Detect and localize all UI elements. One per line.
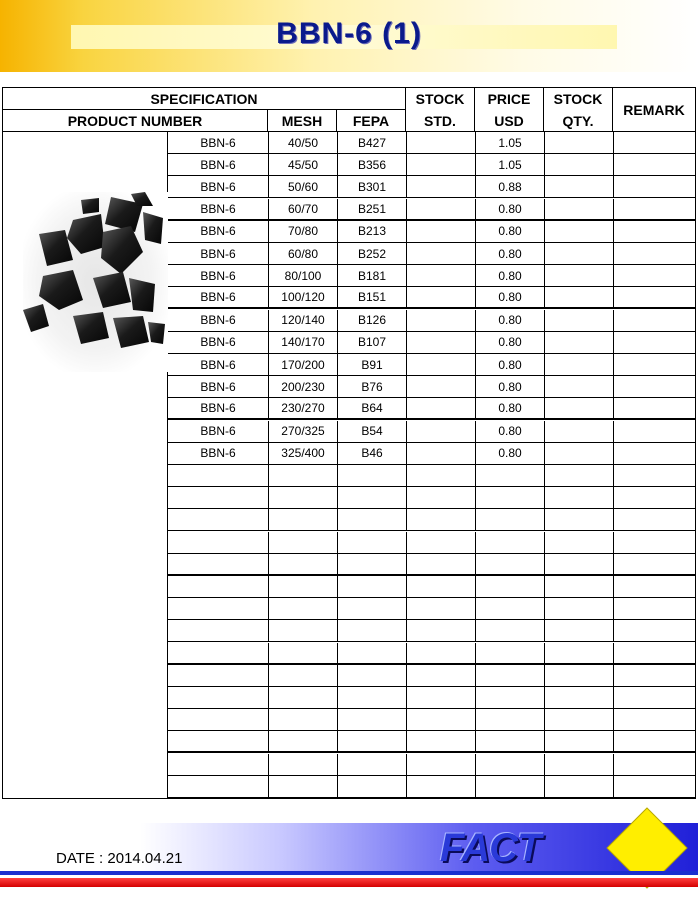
cell-mesh: 140/170 [269, 332, 338, 354]
cell-fepa [338, 709, 407, 731]
header-product-number: PRODUCT NUMBER [3, 110, 268, 132]
cell-price [476, 532, 545, 554]
cell-qty [545, 620, 614, 642]
cell-price [476, 465, 545, 487]
cell-fepa: B427 [338, 132, 407, 154]
cell-product: BBN-6 [168, 376, 269, 398]
cell-remark [614, 176, 695, 198]
cell-remark [614, 554, 695, 576]
cell-mesh: 120/140 [269, 310, 338, 332]
cell-mesh: 70/80 [269, 221, 338, 243]
cell-fepa [338, 598, 407, 620]
table-row [168, 154, 695, 176]
cell-remark [614, 221, 695, 243]
cell-price [476, 776, 545, 798]
cell-mesh [269, 731, 338, 753]
cell-qty [545, 532, 614, 554]
cell-fepa: B181 [338, 265, 407, 287]
cell-stock [407, 287, 476, 309]
cell-fepa [338, 620, 407, 642]
cell-product [168, 465, 269, 487]
cell-product: BBN-6 [168, 354, 269, 376]
cell-fepa: B76 [338, 376, 407, 398]
cell-fepa: B107 [338, 332, 407, 354]
header-specification: SPECIFICATION [3, 88, 406, 110]
cell-fepa [338, 465, 407, 487]
cell-stock [407, 376, 476, 398]
cell-mesh: 230/270 [269, 398, 338, 420]
cell-product [168, 754, 269, 776]
cell-price [476, 487, 545, 509]
table-row [168, 665, 695, 687]
cell-price [476, 754, 545, 776]
cell-qty [545, 221, 614, 243]
cell-mesh: 60/70 [269, 199, 338, 221]
cell-price: 0.80 [476, 332, 545, 354]
cell-mesh [269, 509, 338, 531]
cell-mesh [269, 620, 338, 642]
cell-stock [407, 310, 476, 332]
cell-fepa: B213 [338, 221, 407, 243]
cell-qty [545, 665, 614, 687]
cell-stock [407, 643, 476, 665]
cell-remark [614, 310, 695, 332]
product-image-cell [3, 132, 168, 798]
table-row [168, 776, 695, 798]
cell-fepa [338, 532, 407, 554]
cell-product [168, 487, 269, 509]
cell-remark [614, 598, 695, 620]
table-row [168, 332, 695, 354]
cell-stock [407, 598, 476, 620]
cell-fepa: B251 [338, 199, 407, 221]
cell-product [168, 687, 269, 709]
cell-product: BBN-6 [168, 154, 269, 176]
cell-qty [545, 199, 614, 221]
cell-qty [545, 176, 614, 198]
cell-fepa [338, 509, 407, 531]
footer-stripe-red [0, 878, 698, 887]
cell-price [476, 687, 545, 709]
cell-mesh: 270/325 [269, 421, 338, 443]
cell-remark [614, 265, 695, 287]
cell-remark [614, 199, 695, 221]
table-row [168, 221, 695, 243]
cell-fepa [338, 487, 407, 509]
cell-product [168, 709, 269, 731]
cell-mesh [269, 665, 338, 687]
cell-product [168, 598, 269, 620]
table-row [168, 354, 695, 376]
table-row [168, 310, 695, 332]
cell-qty [545, 509, 614, 531]
table-row [168, 754, 695, 776]
cell-price: 0.80 [476, 287, 545, 309]
cell-product [168, 532, 269, 554]
cell-price [476, 731, 545, 753]
cell-remark [614, 687, 695, 709]
cell-remark [614, 465, 695, 487]
cell-product: BBN-6 [168, 421, 269, 443]
cell-stock [407, 265, 476, 287]
cell-remark [614, 243, 695, 265]
cell-fepa [338, 554, 407, 576]
cell-qty [545, 731, 614, 753]
cell-price [476, 620, 545, 642]
cell-remark [614, 643, 695, 665]
cell-mesh: 80/100 [269, 265, 338, 287]
cell-qty [545, 265, 614, 287]
header-fepa: FEPA [337, 110, 406, 132]
header-price-line2: USD [494, 112, 524, 129]
cell-stock [407, 487, 476, 509]
cell-price [476, 709, 545, 731]
cell-qty [545, 421, 614, 443]
cell-product: BBN-6 [168, 287, 269, 309]
table-row [168, 265, 695, 287]
cell-remark [614, 576, 695, 598]
cell-fepa: B54 [338, 421, 407, 443]
header-stock-std [406, 88, 475, 132]
cell-mesh: 170/200 [269, 354, 338, 376]
table-row [168, 199, 695, 221]
cell-stock [407, 332, 476, 354]
cell-remark [614, 776, 695, 798]
cell-price: 0.80 [476, 398, 545, 420]
cell-price: 0.80 [476, 310, 545, 332]
cell-mesh: 50/60 [269, 176, 338, 198]
cell-mesh [269, 487, 338, 509]
cell-fepa: B64 [338, 398, 407, 420]
cell-product: BBN-6 [168, 199, 269, 221]
fact-logo: FACT [440, 826, 541, 870]
header-remark: REMARK [613, 88, 695, 132]
cell-remark [614, 754, 695, 776]
table-row [168, 643, 695, 665]
cell-stock [407, 665, 476, 687]
cell-mesh: 40/50 [269, 132, 338, 154]
cell-stock [407, 554, 476, 576]
table-row [168, 598, 695, 620]
cell-product: BBN-6 [168, 310, 269, 332]
cell-remark [614, 398, 695, 420]
page-title: BBN-6 (1) [276, 17, 422, 50]
cell-remark [614, 154, 695, 176]
cell-stock [407, 509, 476, 531]
cell-price: 0.80 [476, 443, 545, 465]
cell-stock [407, 176, 476, 198]
header-price-line1: PRICE [487, 90, 531, 107]
date-label: DATE : 2014.04.21 [56, 850, 183, 867]
cell-price: 1.05 [476, 132, 545, 154]
cell-stock [407, 731, 476, 753]
cell-product [168, 665, 269, 687]
cell-fepa [338, 754, 407, 776]
cell-qty [545, 443, 614, 465]
cell-mesh [269, 754, 338, 776]
cell-mesh [269, 598, 338, 620]
cell-remark [614, 354, 695, 376]
cell-remark [614, 132, 695, 154]
cell-qty [545, 398, 614, 420]
cell-qty [545, 287, 614, 309]
cell-remark [614, 709, 695, 731]
cell-price [476, 665, 545, 687]
header-banner [0, 0, 698, 72]
cell-qty [545, 132, 614, 154]
cell-price [476, 554, 545, 576]
cell-product [168, 554, 269, 576]
cell-qty [545, 154, 614, 176]
table-row [168, 243, 695, 265]
header-mesh: MESH [268, 110, 337, 132]
cell-product [168, 509, 269, 531]
cell-mesh: 60/80 [269, 243, 338, 265]
cell-stock [407, 221, 476, 243]
header-stock-std-line2: STD. [424, 112, 456, 129]
cell-stock [407, 199, 476, 221]
cell-product [168, 643, 269, 665]
cell-fepa: B356 [338, 154, 407, 176]
cell-fepa: B126 [338, 310, 407, 332]
cell-mesh: 325/400 [269, 443, 338, 465]
cell-product: BBN-6 [168, 176, 269, 198]
table-row [168, 176, 695, 198]
header-stock-qty [544, 88, 613, 132]
cell-fepa: B46 [338, 443, 407, 465]
cell-stock [407, 687, 476, 709]
cell-stock [407, 576, 476, 598]
crystal-grains-image [3, 192, 168, 392]
cell-fepa: B301 [338, 176, 407, 198]
cell-price: 0.80 [476, 265, 545, 287]
cell-mesh [269, 554, 338, 576]
cell-price [476, 576, 545, 598]
table-row [168, 376, 695, 398]
cell-fepa [338, 576, 407, 598]
table-row [168, 532, 695, 554]
table-row [168, 709, 695, 731]
cell-mesh [269, 709, 338, 731]
table-row [168, 554, 695, 576]
cell-fepa [338, 643, 407, 665]
table-row [168, 576, 695, 598]
cell-price: 0.80 [476, 354, 545, 376]
table-row [168, 443, 695, 465]
cell-stock [407, 754, 476, 776]
cell-product: BBN-6 [168, 265, 269, 287]
cell-price: 0.80 [476, 421, 545, 443]
table-row [168, 421, 695, 443]
cell-stock [407, 465, 476, 487]
cell-product: BBN-6 [168, 132, 269, 154]
cell-stock [407, 443, 476, 465]
cell-stock [407, 620, 476, 642]
cell-stock [407, 421, 476, 443]
header-stock-std-line1: STOCK [415, 90, 465, 107]
cell-stock [407, 354, 476, 376]
table-row [168, 287, 695, 309]
header-stock-qty-line2: QTY. [562, 112, 594, 129]
cell-product: BBN-6 [168, 398, 269, 420]
cell-qty [545, 554, 614, 576]
cell-remark [614, 332, 695, 354]
cell-fepa [338, 776, 407, 798]
cell-stock [407, 243, 476, 265]
cell-price: 0.88 [476, 176, 545, 198]
cell-mesh: 200/230 [269, 376, 338, 398]
cell-product: BBN-6 [168, 243, 269, 265]
cell-product [168, 776, 269, 798]
cell-price: 0.80 [476, 221, 545, 243]
cell-remark [614, 421, 695, 443]
cell-qty [545, 776, 614, 798]
table-row [168, 465, 695, 487]
cell-fepa [338, 665, 407, 687]
cell-product [168, 620, 269, 642]
cell-mesh [269, 687, 338, 709]
header-price [475, 88, 544, 132]
cell-mesh: 100/120 [269, 287, 338, 309]
table-row [168, 687, 695, 709]
cell-qty [545, 598, 614, 620]
cell-product: BBN-6 [168, 332, 269, 354]
cell-qty [545, 754, 614, 776]
cell-remark [614, 620, 695, 642]
cell-product: BBN-6 [168, 221, 269, 243]
cell-stock [407, 776, 476, 798]
cell-price [476, 509, 545, 531]
cell-qty [545, 576, 614, 598]
cell-stock [407, 709, 476, 731]
cell-remark [614, 487, 695, 509]
cell-remark [614, 287, 695, 309]
cell-fepa: B91 [338, 354, 407, 376]
cell-mesh: 45/50 [269, 154, 338, 176]
cell-qty [545, 310, 614, 332]
cell-stock [407, 154, 476, 176]
cell-qty [545, 487, 614, 509]
cell-price: 0.80 [476, 376, 545, 398]
spec-table [2, 87, 696, 799]
table-row [168, 487, 695, 509]
cell-price: 0.80 [476, 199, 545, 221]
cell-qty [545, 243, 614, 265]
cell-price [476, 643, 545, 665]
cell-mesh [269, 643, 338, 665]
cell-remark [614, 509, 695, 531]
cell-qty [545, 332, 614, 354]
header-stock-qty-line1: STOCK [553, 90, 603, 107]
cell-product [168, 576, 269, 598]
cell-fepa [338, 687, 407, 709]
cell-remark [614, 376, 695, 398]
cell-stock [407, 532, 476, 554]
cell-mesh [269, 465, 338, 487]
cell-qty [545, 465, 614, 487]
cell-price [476, 598, 545, 620]
cell-product [168, 731, 269, 753]
cell-remark [614, 443, 695, 465]
table-row [168, 731, 695, 753]
cell-qty [545, 709, 614, 731]
cell-fepa: B252 [338, 243, 407, 265]
cell-remark [614, 731, 695, 753]
cell-qty [545, 643, 614, 665]
cell-fepa: B151 [338, 287, 407, 309]
cell-price: 0.80 [476, 243, 545, 265]
table-row [168, 132, 695, 154]
cell-product: BBN-6 [168, 443, 269, 465]
cell-mesh [269, 776, 338, 798]
table-row [168, 398, 695, 420]
cell-remark [614, 665, 695, 687]
cell-qty [545, 376, 614, 398]
cell-mesh [269, 532, 338, 554]
table-row [168, 509, 695, 531]
cell-fepa [338, 731, 407, 753]
cell-stock [407, 398, 476, 420]
cell-remark [614, 532, 695, 554]
cell-qty [545, 354, 614, 376]
cell-mesh [269, 576, 338, 598]
cell-stock [407, 132, 476, 154]
table-row [168, 620, 695, 642]
cell-price: 1.05 [476, 154, 545, 176]
cell-qty [545, 687, 614, 709]
